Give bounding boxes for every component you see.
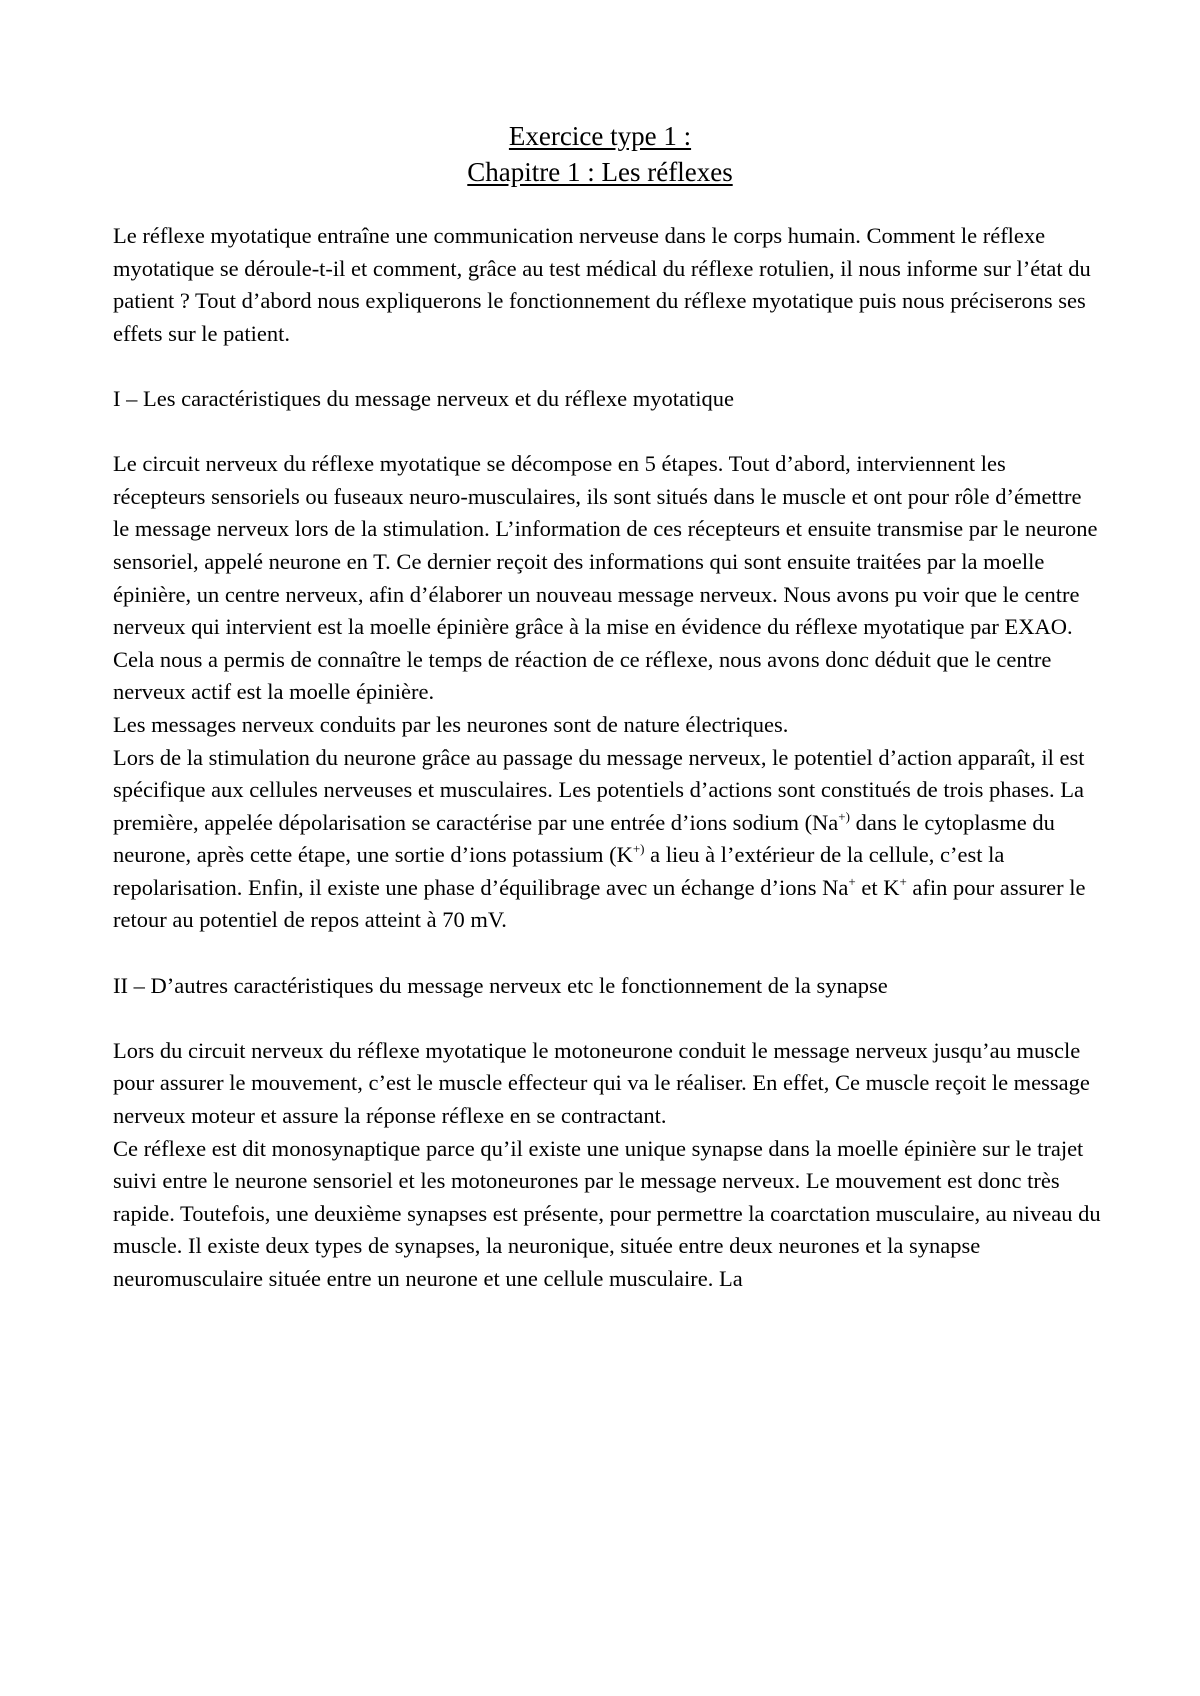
sodium-ion-charge: +) (838, 808, 850, 824)
title-exercise: Exercice type 1 : (508, 121, 692, 151)
section-1-paragraph-3: Lors de la stimulation du neurone grâce au passage du message nerveux, le potentiel d’action apparaît, il est spécifique aux cellules nerveuses et musculaires. Les potentiels d’actions sont constitués de trois phases. La première, appelée dépolarisation se caractérise par une entrée d’ions sodium (Na+) dans le cytoplasme du neurone, après cette étape, une sortie d’ions potassium (K+) a lieu à l’extérieur de la cellule, c’est la repolarisation. Enfin, il existe une phase d’équilibrage avec un échange d’ions Na+ et K+ afin pour assurer le retour au potentiel de repos atteint à 70 mV. (113, 744, 1086, 933)
title-chapter: Chapitre 1 : Les réflexes (467, 157, 733, 187)
section-2-heading: II – D’autres caractéristiques du message nerveux etc le fonctionnement de la synapse (113, 972, 888, 998)
section-1-paragraph-1: Le circuit nerveux du réflexe myotatique se décompose en 5 étapes. Tout d’abord, interviennent les récepteurs sensoriels ou fuseaux neuro-musculaires, ils sont situés dans le muscle et ont pour rôle d’émettre le message nerveux lors de la stimulation. L’information de ces récepteurs et ensuite transmise par le neurone sensoriel, appelé neurone en T. Ce dernier reçoit des informations qui sont ensuite traitées par la moelle épinière, un centre nerveux, afin d’élaborer un nouveau message nerveux. Nous avons pu voir que le centre nerveux qui intervient est la moelle épinière grâce à la mise en évidence du réflexe myotatique par EXAO. Cela nous a permis de connaître le temps de réaction de ce réflexe, nous avons donc déduit que le centre nerveux actif est la moelle épinière. (113, 451, 1098, 705)
section-1-paragraph-2: Les messages nerveux conduits par les neurones sont de nature électriques. (113, 711, 789, 737)
sodium-ion-charge: + (848, 873, 856, 889)
potassium-ion-charge: +) (632, 841, 645, 857)
potassium-ion-charge: + (899, 873, 907, 889)
section-1-heading: I – Les caractéristiques du message nerveux et du réflexe myotatique (113, 385, 735, 411)
section-2-paragraph-2: Ce réflexe est dit monosynaptique parce qu’il existe une unique synapse dans la moelle épinière sur le trajet suivi entre le neurone sensoriel et les motoneurones par le message nerveux. Le mouvement est donc très rapide. Toutefois, une deuxième synapses est présente, pour permettre la coarctation musculaire, au niveau du muscle. Il existe deux types de synapses, la neuronique, située entre deux neurones et la synapse neuromusculaire située entre un neurone et une cellule musculaire. La (113, 1135, 1101, 1291)
document-body (113, 220, 1103, 1296)
intro-paragraph: Le réflexe myotatique entraîne une communication nerveuse dans le corps humain. Comment le réflexe myotatique se déroule-t-il et comment, grâce au test médical du réflexe rotulien, il nous informe sur l’état du patient ? Tout d’abord nous expliquerons le fonctionnement du réflexe myotatique puis nous préciserons ses effets sur le patient. (113, 223, 1091, 346)
title-block (0, 118, 1200, 190)
section-2-paragraph-1: Lors du circuit nerveux du réflexe myotatique le motoneurone conduit le message nerveux jusqu’au muscle pour assurer le mouvement, c’est le muscle effecteur qui va le réaliser. En effet, Ce muscle reçoit le message nerveux moteur et assure la réponse réflexe en se contractant. (113, 1037, 1090, 1129)
